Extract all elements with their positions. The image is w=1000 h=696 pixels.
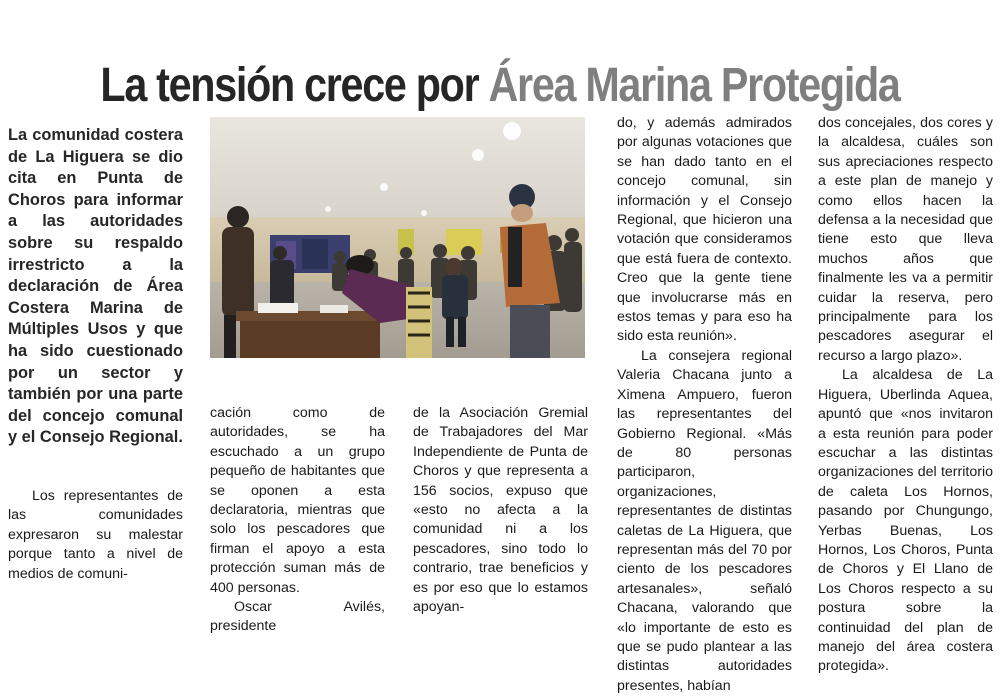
meeting-photo [210,117,585,358]
headline-part-dark: La tensión crece por [100,59,489,113]
headline [70,58,930,114]
paragraph: Oscar Avilés, presidente [210,599,385,635]
column-4 [617,114,792,696]
lead-paragraph: La comunidad costera de La Higuera se dio cita en Punta de Choros para informar a las autoridades sobre su respaldo irrestricto a la declaración de Área Costera Marina de Múltiples Usos y que ha sido cuestionado por un sector y también por una parte del concejo comunal y el Consejo Regional. [8,126,183,447]
paragraph: cación como de autoridades, se ha escuchado a un grupo pequeño de habitantes que se oponen a esta declaratoria, mientras que solo los pescadores que firman el apoyo a esta protección suman más de 400 personas. [210,405,385,596]
paragraph: La alcaldesa de La Higuera, Uberlinda Aquea, apuntó que «nos invitaron a esta reunión para poder escuchar a las distintas organizaciones del territorio de caleta Los Hornos, pasando por Chungungo, Yerbas Buenas, Los Hornos, Los Choros, Punta de Choros y El Llano de Los Choros respecto a su postura sobre la continuidad del plan de manejo del área costera protegida». [818,367,993,675]
column-2 [210,404,385,637]
column-3 [413,404,588,617]
meeting-photo-illustration [210,117,585,358]
paragraph: Los representantes de las comunidades expresaron su malestar porque tanto a nivel de medios de comuni- [8,488,183,582]
paragraph: dos concejales, dos cores y la alcaldesa, cuáles son sus apreciaciones respecto a este plan de manejo y como ellos hacen la defensa a la necesidad que tiene esto que lleva muchos años que finalmente les va a permitir cuidar la reserva, pero principalmente para los pescadores asegurar el recurso a largo plazo». [818,115,993,364]
headline-part-grey: Área Marina Protegida [488,59,900,113]
column-5 [818,114,993,677]
column-1 [8,487,183,584]
paragraph: de la Asociación Gremial de Trabajadores del Mar Independiente de Punta de Choros y que representa a 156 socios, expuso que «esto no afecta a la comunidad ni a los pescadores, sino todo lo contrario, trae beneficios y es por eso que lo estamos apoyan- [413,405,588,616]
paragraph: do, y además admirados por algunas votaciones que se han dado tanto en el concejo comunal, sin información y el Consejo Regional, que hicieron una votación que consideramos que está fuera de contexto. Creo que la gente tiene que involucrarse más en estos temas y para eso ha sido esta reunión». [617,115,792,345]
paragraph: La consejera regional Valeria Chacana junto a Ximena Ampuero, fueron las representantes del Gobierno Regional. «Más de 80 personas participaron, organizaciones, representantes de distintas caletas de La Higuera, que representan más del 70 por ciento de los pescadores artesanales», señaló Chacana, valorando que «lo importante de esto es que se pudo plantear a las distintas autoridades presentes, habían [617,347,792,694]
